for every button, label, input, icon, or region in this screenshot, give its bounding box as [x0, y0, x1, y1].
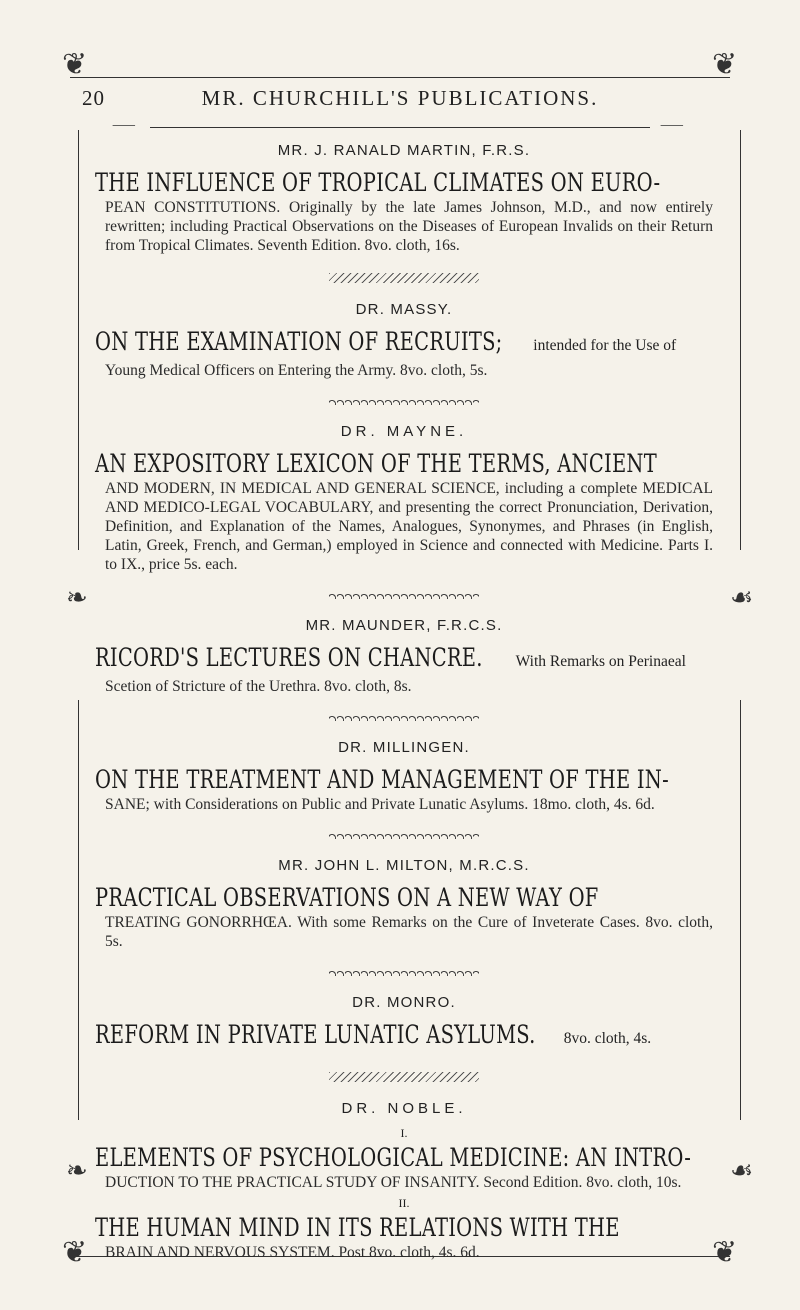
volume-numeral: I.: [400, 1126, 408, 1140]
entry-author: MR. J. RANALD MARTIN, F.R.S.: [277, 142, 531, 159]
catalogue-content: [95, 142, 713, 1262]
entry-title: ON THE EXAMINATION OF RECRUITS;: [95, 327, 503, 356]
right-rule-bottom: [740, 700, 741, 1120]
running-title: MR. CHURCHILL'S PUBLICATIONS.: [201, 86, 599, 110]
entry-author: MR. MAUNDER, F.R.C.S.: [305, 617, 503, 634]
entry-description: SANE; with Considerations on Public and Private Lunatic Asylums. 18mo. cloth, 4s. 6d.: [105, 796, 655, 813]
entry-title: ELEMENTS OF PSYCHOLOGICAL MEDICINE: AN INTRO-: [95, 1143, 692, 1172]
entry-title: REFORM IN PRIVATE LUNATIC ASYLUMS.: [95, 1020, 536, 1049]
small-flourish-icon: ⸺: [112, 117, 136, 133]
entry-author: DR. NOBLE.: [341, 1100, 467, 1117]
top-rule: [70, 77, 730, 78]
entry-author: DR. MAYNE.: [340, 423, 468, 440]
divider-rule: [329, 398, 479, 405]
entry-title: PRACTICAL OBSERVATIONS ON A NEW WAY OF: [95, 883, 599, 912]
catalogue-entry: [95, 857, 713, 951]
vine-side-icon: ❧: [66, 583, 88, 613]
catalogue-entry: [95, 301, 713, 380]
catalogue-entry: [95, 739, 713, 814]
floral-corner-icon: ❦: [62, 1235, 88, 1270]
catalogue-entry: [95, 994, 713, 1054]
page-number: 20: [82, 86, 105, 110]
catalogue-entry: [95, 617, 713, 696]
vine-side-icon: ❧: [66, 1156, 88, 1186]
entry-author: MR. JOHN L. MILTON, M.R.C.S.: [278, 857, 530, 874]
entry-title: RICORD'S LECTURES ON CHANCRE.: [95, 643, 483, 672]
catalogue-entry: [95, 423, 713, 574]
entry-description: PEAN CONSTITUTIONS. Originally by the late James Johnson, M.D., and now entirely rewritten; including Practical Observations on the Diseases of European Invalids on their Return from Tropical Climates. Seventh Edition. 8vo. cloth, 16s.: [105, 199, 713, 254]
entry-author: DR. MONRO.: [352, 994, 456, 1011]
entry-title-tail: 8vo. cloth, 4s.: [559, 1030, 652, 1047]
divider-rule: [329, 832, 479, 839]
floral-corner-icon: ❦: [712, 1235, 738, 1270]
catalogue-entry: [95, 1100, 713, 1262]
right-rule-top: [740, 130, 741, 550]
entry-description: AND MODERN, IN MEDICAL AND GENERAL SCIENCE, including a complete MEDICAL AND MEDICO-LEGAL VOCABULARY, and presenting the correct Pronunciation, Derivation, Definition, and Explanation of the Names, Analogues, Synonymes, and Phrases (in English, Latin, Greek, French, and German,) employed in Science and connected with Medicine. Parts I. to IX., price 5s. each.: [105, 480, 713, 573]
vine-side-icon: ☙: [730, 1156, 754, 1186]
vine-side-icon: ☙: [730, 583, 754, 613]
left-rule-bottom: [78, 700, 79, 1120]
volume-numeral: II.: [398, 1196, 410, 1210]
entry-description: TREATING GONORRHŒA. With some Remarks on the Cure of Inveterate Cases. 8vo. cloth, 5s.: [105, 914, 713, 950]
entry-author: DR. MILLINGEN.: [338, 739, 470, 756]
divider-rule: [329, 1072, 479, 1082]
divider-rule: [329, 969, 479, 976]
entry-description: Young Medical Officers on Entering the Army. 8vo. cloth, 5s.: [105, 362, 488, 379]
entry-title: ON THE TREATMENT AND MANAGEMENT OF THE IN-: [95, 765, 669, 794]
header-rule: [150, 127, 650, 128]
entry-description: Scetion of Stricture of the Urethra. 8vo. cloth, 8s.: [105, 678, 412, 695]
entry-description: DUCTION TO THE PRACTICAL STUDY OF INSANITY. Second Edition. 8vo. cloth, 10s.: [105, 1174, 682, 1191]
floral-corner-icon: ❦: [62, 47, 88, 82]
left-rule-top: [78, 130, 79, 550]
entry-title: AN EXPOSITORY LEXICON OF THE TERMS, ANCIENT: [95, 449, 657, 478]
divider-rule: [329, 273, 479, 283]
entry-title-tail: intended for the Use of: [529, 337, 677, 354]
floral-corner-icon: ❦: [712, 47, 738, 82]
catalogue-entry: [95, 142, 713, 255]
entry-description: BRAIN AND NERVOUS SYSTEM. Post 8vo. cloth, 4s. 6d.: [105, 1244, 480, 1261]
divider-rule: [329, 714, 479, 721]
divider-rule: [329, 592, 479, 599]
page-header: [0, 80, 800, 110]
entry-title: THE INFLUENCE OF TROPICAL CLIMATES ON EURO-: [95, 168, 661, 197]
entry-title-tail: With Remarks on Perinaeal: [512, 653, 686, 670]
entry-author: DR. MASSY.: [355, 301, 453, 318]
entry-title: THE HUMAN MIND IN ITS RELATIONS WITH THE: [95, 1213, 620, 1242]
small-flourish-icon: ⸺: [660, 117, 684, 133]
